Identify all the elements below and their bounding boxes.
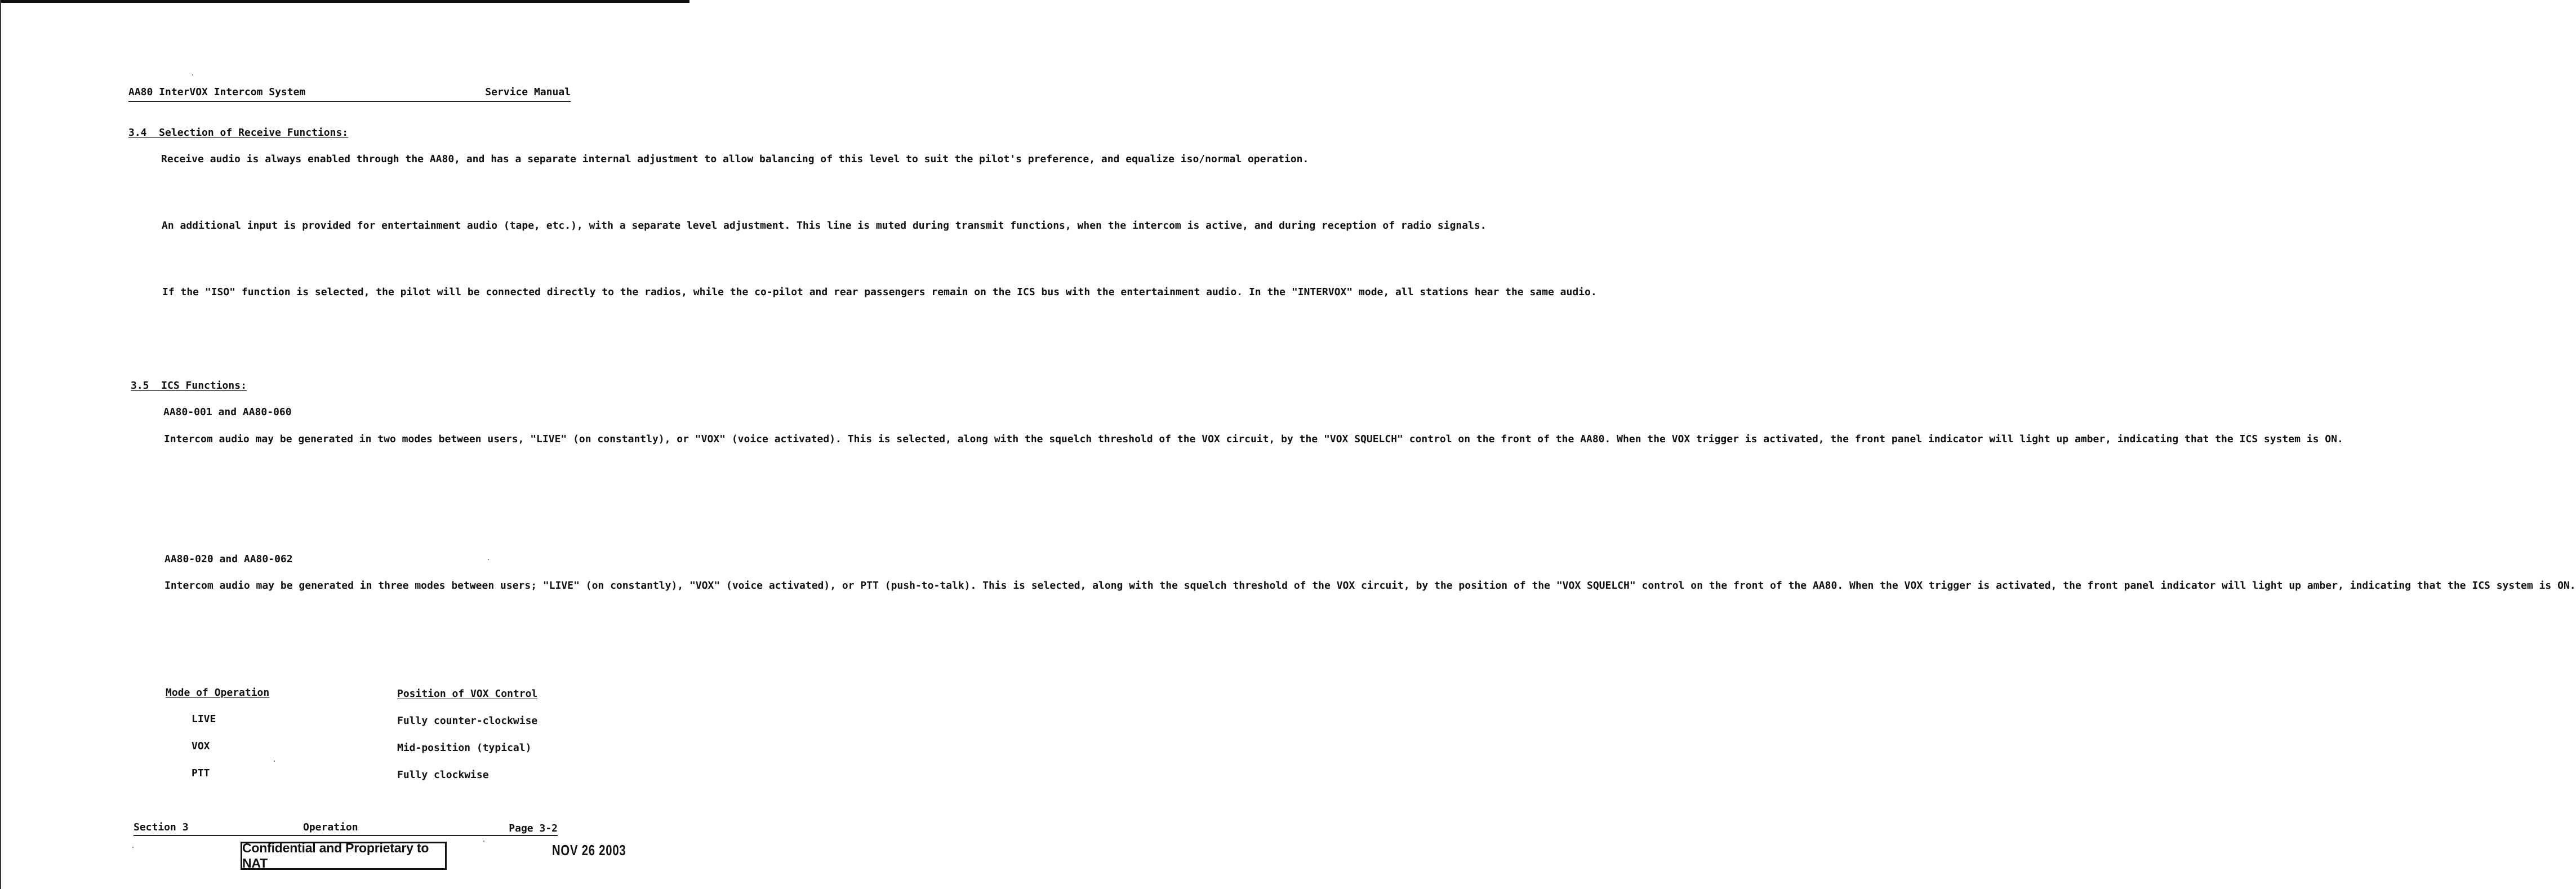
received-date-stamp: NOV 26 2003 bbox=[552, 842, 626, 859]
model-group-a-paragraph: Intercom audio may be generated in two modes between users, "LIVE" (on constantly), or "VOX" (voice activated). This is selected, along with the squelch threshold of the VOX circuit, by the "VOX SQUELCH" control on the front of the AA80. When the VOX trigger is activated, the front panel indicator will light up amber, indicating that the ICS system is ON. bbox=[164, 433, 2343, 445]
section-3-4-title: 3.4 Selection of Receive Functions: bbox=[128, 127, 349, 139]
scan-speck bbox=[274, 761, 275, 762]
model-group-b-paragraph: Intercom audio may be generated in three modes between users; "LIVE" (on constantly), "VOX" (voice activated), or PTT (push-to-talk). This is selected, along with the squelch threshold of the VOX circuit, by the position of the "VOX SQUELCH" control on the front of the AA80. When the VOX trigger is activated, the front panel indicator will light up amber, indicating that the ICS system is ON. bbox=[164, 580, 2576, 592]
table-row-mode: LIVE bbox=[192, 713, 216, 725]
scan-speck bbox=[132, 847, 134, 848]
page-header bbox=[128, 86, 571, 102]
table-header-position: Position of VOX Control bbox=[397, 688, 538, 700]
section-3-4-paragraph-3: If the "ISO" function is selected, the pilot will be connected directly to the radios, while the co-pilot and rear passengers remain on the ICS bus with the entertainment audio. In the "INTERVOX" mode, all stations hear the same audio. bbox=[162, 286, 1597, 298]
footer-section: Section 3 bbox=[134, 821, 189, 833]
model-group-b-heading: AA80-020 and AA80-062 bbox=[164, 553, 293, 565]
scan-speck bbox=[483, 841, 484, 842]
table-row-mode: VOX bbox=[192, 740, 210, 752]
section-3-4-paragraph-2: An additional input is provided for entertainment audio (tape, etc.), with a separate level adjustment. This line is muted during transmit functions, when the intercom is active, and during reception of radio signals. bbox=[162, 220, 1487, 232]
model-group-a-heading: AA80-001 and AA80-060 bbox=[163, 406, 292, 418]
table-row-position: Fully counter-clockwise bbox=[397, 715, 538, 727]
table-row-mode: PTT bbox=[192, 767, 210, 779]
scan-top-edge bbox=[0, 0, 689, 3]
section-3-5-title: 3.5 ICS Functions: bbox=[131, 380, 247, 392]
scan-speck bbox=[192, 74, 193, 75]
footer-page-number: Page 3-2 bbox=[509, 823, 558, 834]
scan-speck bbox=[488, 559, 489, 560]
header-document-title: AA80 InterVOX Intercom System bbox=[128, 86, 306, 98]
table-row-position: Mid-position (typical) bbox=[397, 742, 532, 754]
section-3-4-paragraph-1: Receive audio is always enabled through the AA80, and has a separate internal adjustment to allow balancing of this level to suit the pilot's preference, and equalize iso/normal operation. bbox=[161, 153, 1309, 165]
confidential-stamp bbox=[241, 842, 447, 870]
table-header-mode: Mode of Operation bbox=[166, 687, 270, 699]
table-row-position: Fully clockwise bbox=[397, 769, 489, 781]
confidential-stamp-text: Confidential and Proprietary to NAT bbox=[242, 841, 429, 870]
footer-title: Operation bbox=[303, 821, 358, 833]
page-footer bbox=[134, 821, 558, 836]
header-manual-type: Service Manual bbox=[485, 86, 571, 98]
scan-left-edge bbox=[0, 0, 1, 889]
